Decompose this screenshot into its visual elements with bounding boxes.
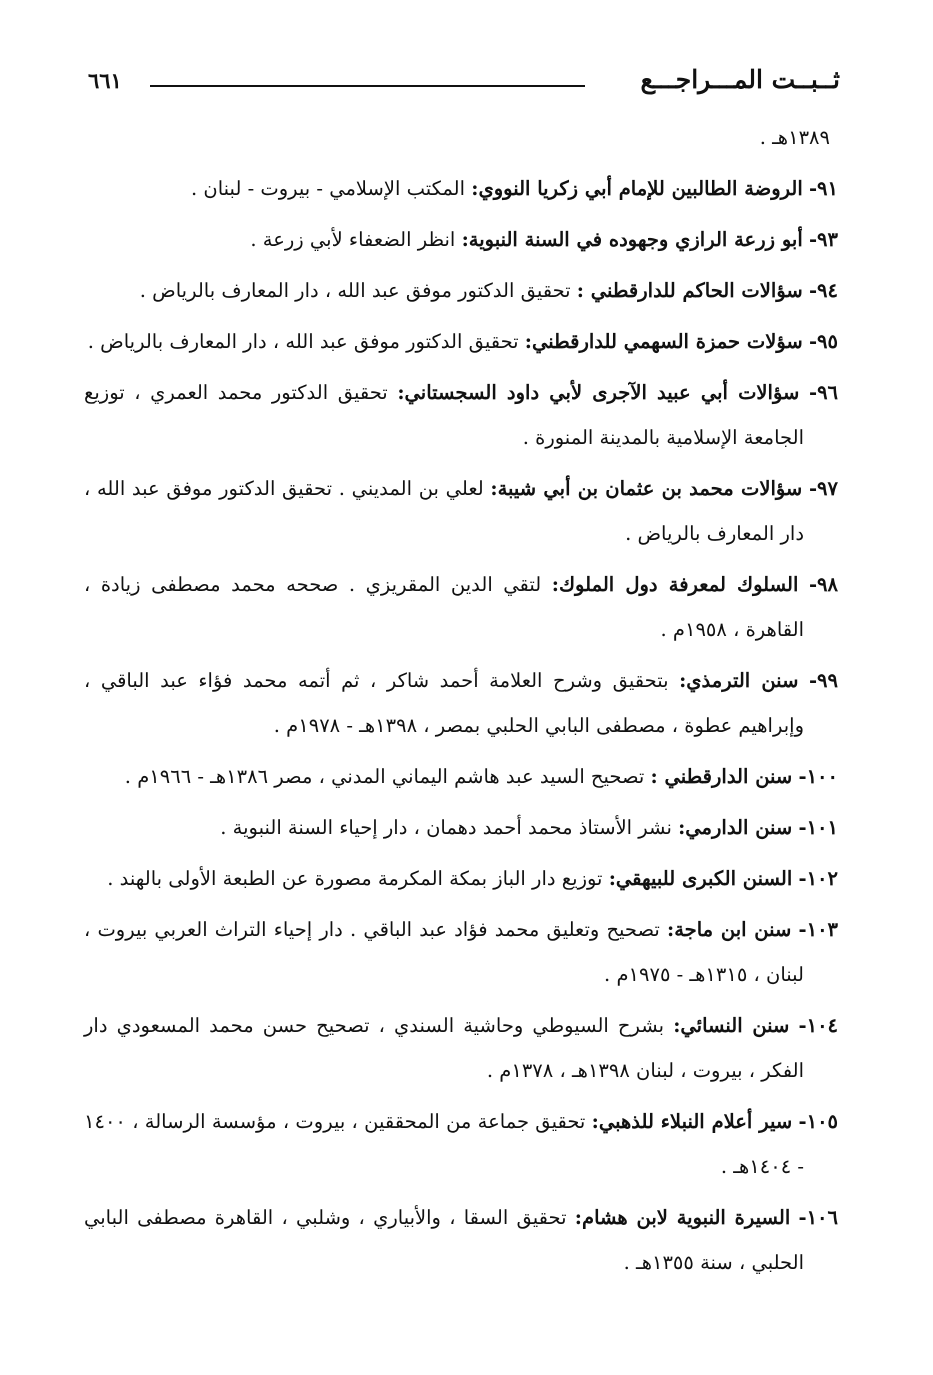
entry-text: تحقيق الدكتور موفق عبد الله ، دار المعارف بالرياض . xyxy=(139,279,571,302)
entries-container xyxy=(84,166,838,1285)
entry-title: سنن النسائي: xyxy=(673,1014,790,1037)
entry-title: سنن ابن ماجة: xyxy=(667,918,792,941)
entry-text: تحقيق السقا ، والأبياري ، وشلبي ، القاهرة مصطفى البابي الحلبي ، سنة ١٣٥٥هـ . xyxy=(84,1206,804,1274)
entry-number: ٩٦- xyxy=(808,381,839,404)
reference-entry xyxy=(84,907,838,997)
entry-title: أبو زرعة الرازي وجهوده في السنة النبوية: xyxy=(461,228,803,251)
entry-title: السلوك لمعرفة دول الملوك: xyxy=(551,573,799,596)
entry-number: ١٠٥- xyxy=(798,1110,839,1133)
entry-number: ٩٥- xyxy=(808,330,838,353)
entry-title: سنن الدارمي: xyxy=(678,816,793,839)
entry-text: توزيع دار الباز بمكة المكرمة مصورة عن الطبعة الأولى بالهند . xyxy=(107,867,603,890)
entry-text: بتحقيق وشرح العلامة أحمد شاكر ، ثم أتمه محمد فؤاء عبد الباقي ، وإبراهيم عطوة ، مصطفى البابي الحلبي بمصر ، ١٣٩٨هـ - ١٩٧٨م . xyxy=(84,669,804,737)
entry-text: لتقي الدين المقريزي . صححه محمد مصطفى زيادة ، القاهرة ، ١٩٥٨م . xyxy=(84,573,804,641)
entry-text: المكتب الإسلامي - بيروت - لبنان . xyxy=(191,177,466,200)
reference-entry xyxy=(84,856,838,901)
entry-title: سؤالات محمد بن عثمان بن أبي شيبة: xyxy=(490,477,803,500)
entry-number: ١٠٣- xyxy=(798,918,839,941)
reference-entry xyxy=(84,754,838,799)
entry-title: الروضة الطالبين للإمام أبي زكريا النووي: xyxy=(471,177,803,200)
entry-number: ١٠١- xyxy=(798,816,838,839)
entry-title: سؤلات حمزة السهمي للدارقطني: xyxy=(524,330,803,353)
reference-entry xyxy=(84,217,838,262)
entry-number: ٩٤- xyxy=(808,279,838,302)
references-list xyxy=(84,115,838,1291)
reference-entry xyxy=(84,1099,838,1189)
entry-text: تصحيح وتعليق محمد فؤاد عبد الباقي . دار إحياء التراث العربي بيروت ، لبنان ، ١٣١٥هـ - ١٩٧٥م . xyxy=(84,918,804,986)
entry-number: ٩٩- xyxy=(808,669,838,692)
running-title: ثــبــت المـــراجـــع xyxy=(640,65,840,94)
entry-text: بشرح السيوطي وحاشية السندي ، تصحيح حسن محمد المسعودي دار الفكر ، بيروت ، لبنان ١٣٩٨هـ ، ١٣٧٨م . xyxy=(84,1014,804,1082)
reference-entry xyxy=(84,658,838,748)
entry-number: ٩٨- xyxy=(808,573,838,596)
entry-number: ١٠٠- xyxy=(798,765,838,788)
reference-entry xyxy=(84,466,838,556)
entry-number: ٩٧- xyxy=(808,477,838,500)
entry-number: ١٠٢- xyxy=(798,867,838,890)
page-number: ٦٦١ xyxy=(88,68,122,93)
entry-title: سنن الترمذي: xyxy=(679,669,799,692)
reference-entry xyxy=(84,562,838,652)
entry-number: ١٠٦- xyxy=(798,1206,838,1229)
entry-text: تحقيق الدكتور محمد العمري ، توزيع الجامعة الإسلامية بالمدينة المنورة . xyxy=(84,381,804,449)
reference-entry xyxy=(84,370,838,460)
entry-title: سؤالات أبي عبيد الآجرى لأبي داود السجستاني: xyxy=(397,381,800,404)
entry-text: لعلي بن المديني . تحقيق الدكتور موفق عبد الله ، دار المعارف بالرياض . xyxy=(84,477,804,545)
entry-text: تحقيق جماعة من المحققين ، بيروت ، مؤسسة الرسالة ، ١٤٠٠ - ١٤٠٤هـ . xyxy=(84,1110,804,1178)
entry-text: انظر الضعفاء لأبي زرعة . xyxy=(250,228,456,251)
reference-entry xyxy=(84,805,838,850)
reference-entry xyxy=(84,1195,838,1285)
reference-entry xyxy=(84,166,838,211)
entry-title: سير أعلام النبلاء للذهبي: xyxy=(591,1110,793,1133)
entry-number: ١٠٤- xyxy=(798,1014,839,1037)
continuation-line: ١٣٨٩هـ . xyxy=(759,126,830,149)
entry-title: السنن الكبرى للبيهقي: xyxy=(608,867,793,890)
page-header xyxy=(88,62,840,102)
reference-entry xyxy=(84,1003,838,1093)
entry-text: نشر الأستاذ محمد أحمد دهمان ، دار إحياء السنة النبوية . xyxy=(220,816,672,839)
entry-title: سؤالات الحاكم للدارقطني : xyxy=(576,279,803,302)
entry-number: ٩١- xyxy=(808,177,838,200)
entry-text: تصحيح السيد عبد هاشم اليماني المدني ، مصر ١٣٨٦هـ - ١٩٦٦م . xyxy=(124,765,645,788)
header-rule xyxy=(150,85,585,87)
reference-entry xyxy=(84,268,838,313)
entry-text: تحقيق الدكتور موفق عبد الله ، دار المعارف بالرياض . xyxy=(87,330,519,353)
entry-number: ٩٣- xyxy=(808,228,838,251)
reference-entry xyxy=(84,319,838,364)
entry-title: السيرة النبوية لابن هشام: xyxy=(574,1206,791,1229)
entry-title: سنن الدارقطني : xyxy=(650,765,793,788)
